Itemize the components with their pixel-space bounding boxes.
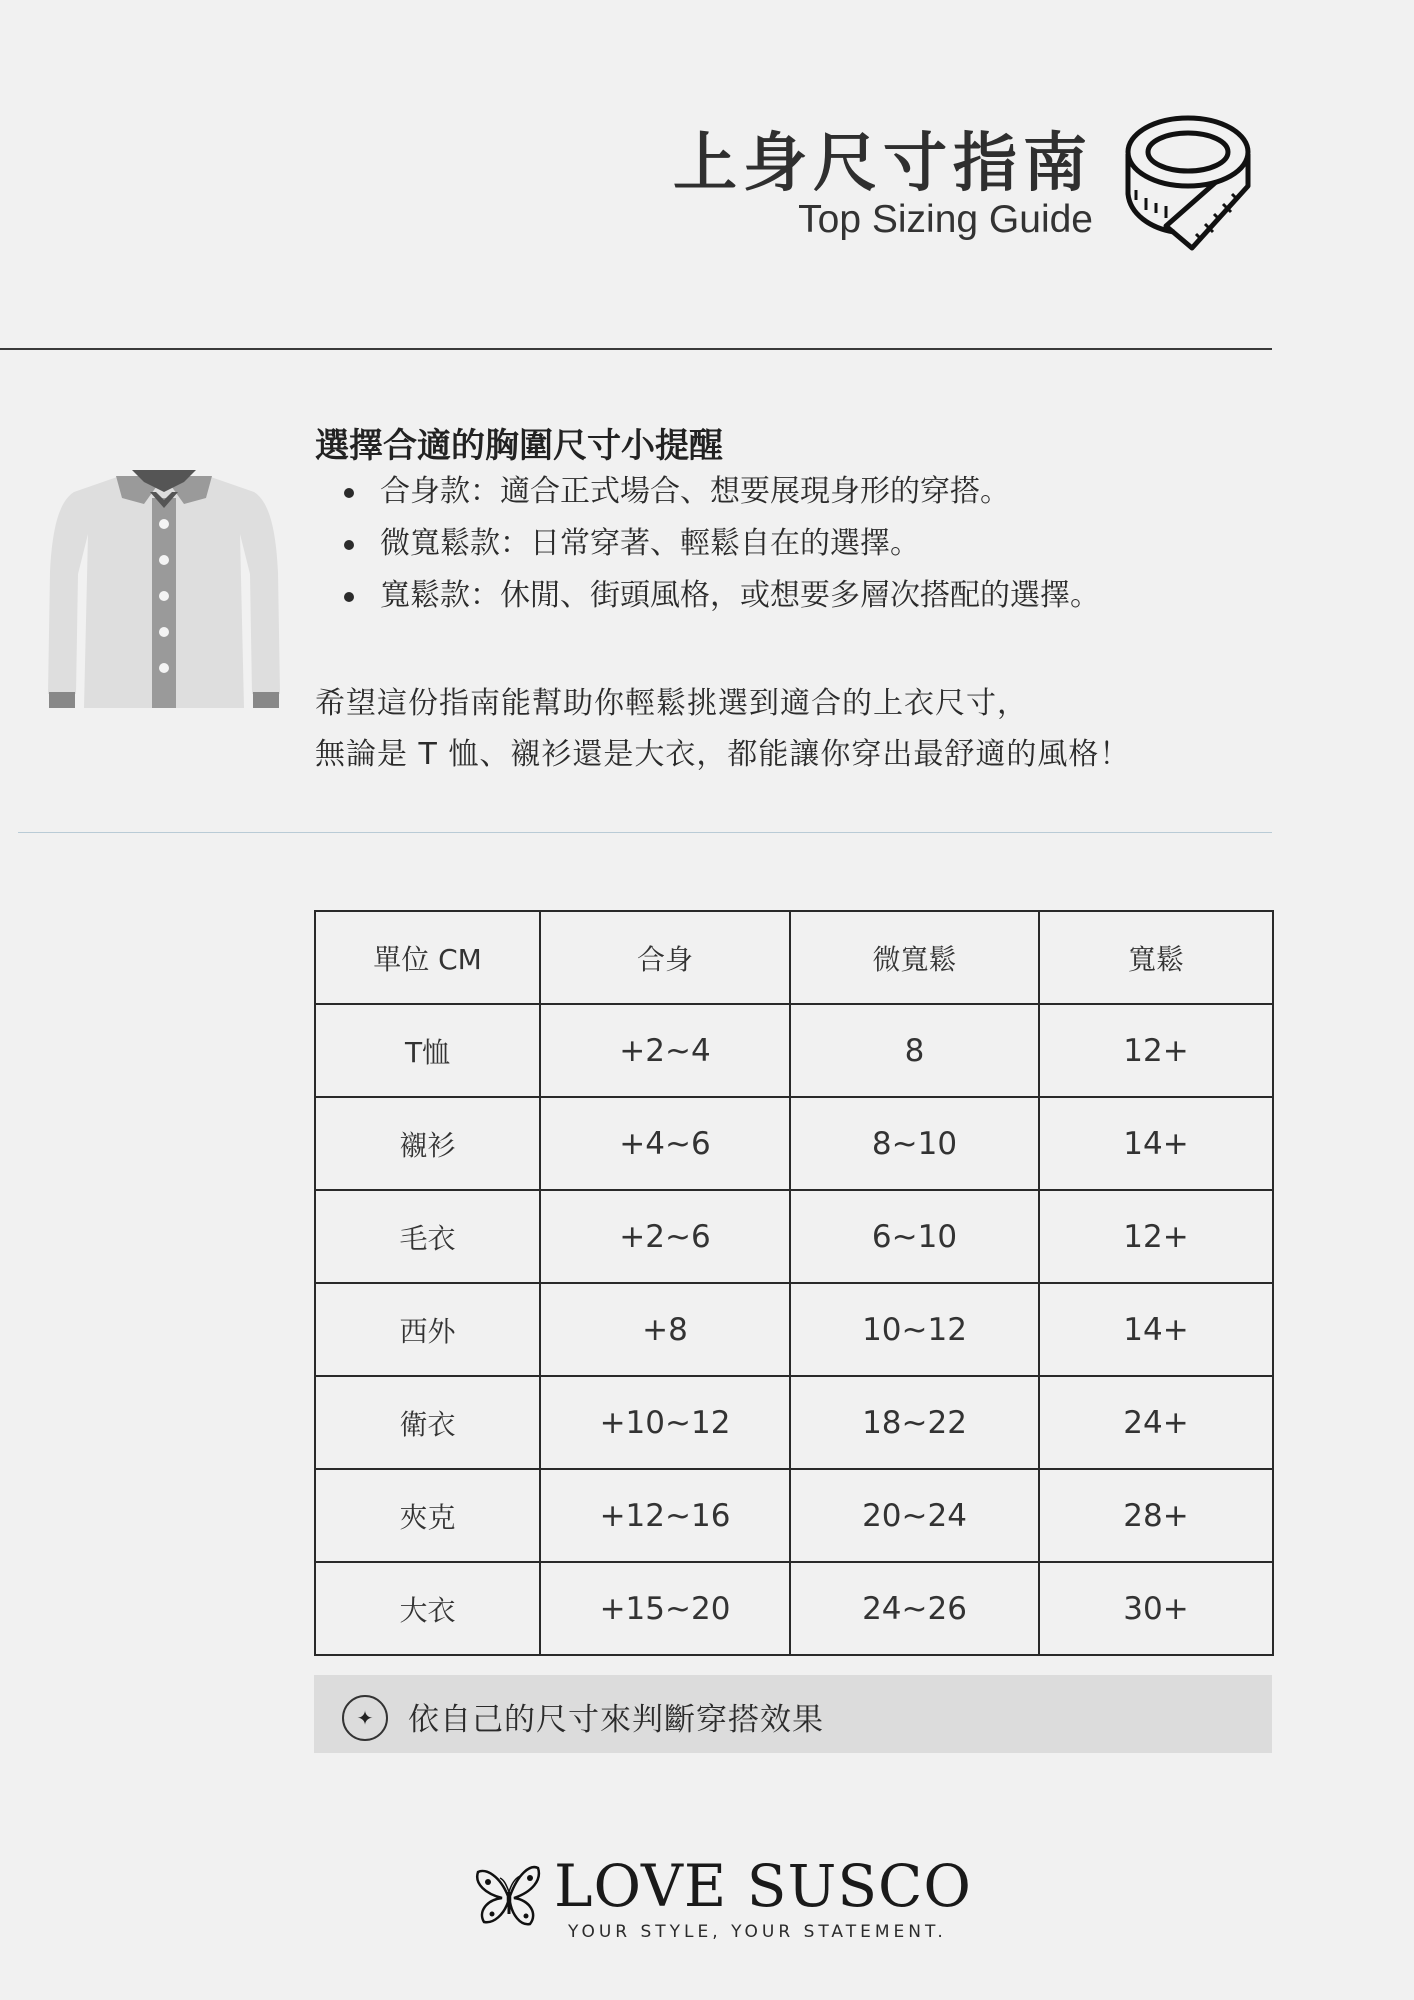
table-row: [315, 1376, 1273, 1469]
cell-relaxed: 10~12: [790, 1283, 1039, 1376]
table-row: [315, 1283, 1273, 1376]
cell-fitted: +15~20: [540, 1562, 790, 1655]
cell-fitted: +12~16: [540, 1469, 790, 1562]
note-text: 依自己的尺寸來判斷穿搭效果: [408, 1702, 824, 1738]
cell-loose: 24+: [1039, 1376, 1273, 1469]
butterfly-icon: [472, 1862, 544, 1932]
brand-tagline: YOUR STYLE, YOUR STATEMENT.: [568, 1922, 947, 1942]
cell-loose: 12+: [1039, 1190, 1273, 1283]
row-label: 毛衣: [315, 1190, 540, 1283]
tips-list: [340, 466, 1100, 622]
table-row: [315, 1097, 1273, 1190]
page-subtitle: Top Sizing Guide: [798, 198, 1093, 241]
cell-relaxed: 18~22: [790, 1376, 1039, 1469]
cell-relaxed: 8~10: [790, 1097, 1039, 1190]
cell-loose: 30+: [1039, 1562, 1273, 1655]
table-row: [315, 1562, 1273, 1655]
size-table: [314, 910, 1274, 1656]
cell-loose: 28+: [1039, 1469, 1273, 1562]
page-title: 上身尺寸指南: [673, 127, 1093, 201]
cell-relaxed: 6~10: [790, 1190, 1039, 1283]
cell-relaxed: 8: [790, 1004, 1039, 1097]
cell-loose: 14+: [1039, 1283, 1273, 1376]
measuring-tape-icon: [1120, 108, 1260, 258]
cell-loose: 14+: [1039, 1097, 1273, 1190]
cell-fitted: +8: [540, 1283, 790, 1376]
divider: [18, 832, 1272, 833]
tip-loose: 寬鬆款：休閒、街頭風格，或想要多層次搭配的選擇。: [340, 570, 1100, 622]
brand-name: LOVE SUSCO: [554, 1852, 972, 1920]
cell-fitted: +4~6: [540, 1097, 790, 1190]
cell-relaxed: 20~24: [790, 1469, 1039, 1562]
tip-fitted: 合身款：適合正式場合、想要展現身形的穿搭。: [340, 466, 1100, 518]
table-row: [315, 1469, 1273, 1562]
cell-fitted: +2~6: [540, 1190, 790, 1283]
row-label: 衛衣: [315, 1376, 540, 1469]
divider: [0, 348, 1272, 350]
tips-heading: 選擇合適的胸圍尺寸小提醒: [315, 426, 723, 466]
shirt-icon: [44, 462, 284, 718]
sparkle-icon: ✦: [342, 1695, 388, 1741]
table-row: [315, 1004, 1273, 1097]
tip-relaxed: 微寬鬆款：日常穿著、輕鬆自在的選擇。: [340, 518, 1100, 570]
cell-fitted: +2~4: [540, 1004, 790, 1097]
header-fitted: 合身: [540, 911, 790, 1004]
table-row: [315, 1190, 1273, 1283]
intro-paragraph-line-1: 希望這份指南能幫助你輕鬆挑選到適合的上衣尺寸，: [315, 686, 1028, 721]
intro-paragraph-line-2: 無論是 T 恤、襯衫還是大衣，都能讓你穿出最舒適的風格！: [315, 737, 1131, 772]
row-label: 襯衫: [315, 1097, 540, 1190]
row-label: 夾克: [315, 1469, 540, 1562]
row-label: 西外: [315, 1283, 540, 1376]
table-header-row: [315, 911, 1273, 1004]
cell-loose: 12+: [1039, 1004, 1273, 1097]
header-loose: 寬鬆: [1039, 911, 1273, 1004]
cell-fitted: +10~12: [540, 1376, 790, 1469]
header-relaxed: 微寬鬆: [790, 911, 1039, 1004]
cell-relaxed: 24~26: [790, 1562, 1039, 1655]
row-label: T恤: [315, 1004, 540, 1097]
row-label: 大衣: [315, 1562, 540, 1655]
header-unit: 單位 CM: [315, 911, 540, 1004]
